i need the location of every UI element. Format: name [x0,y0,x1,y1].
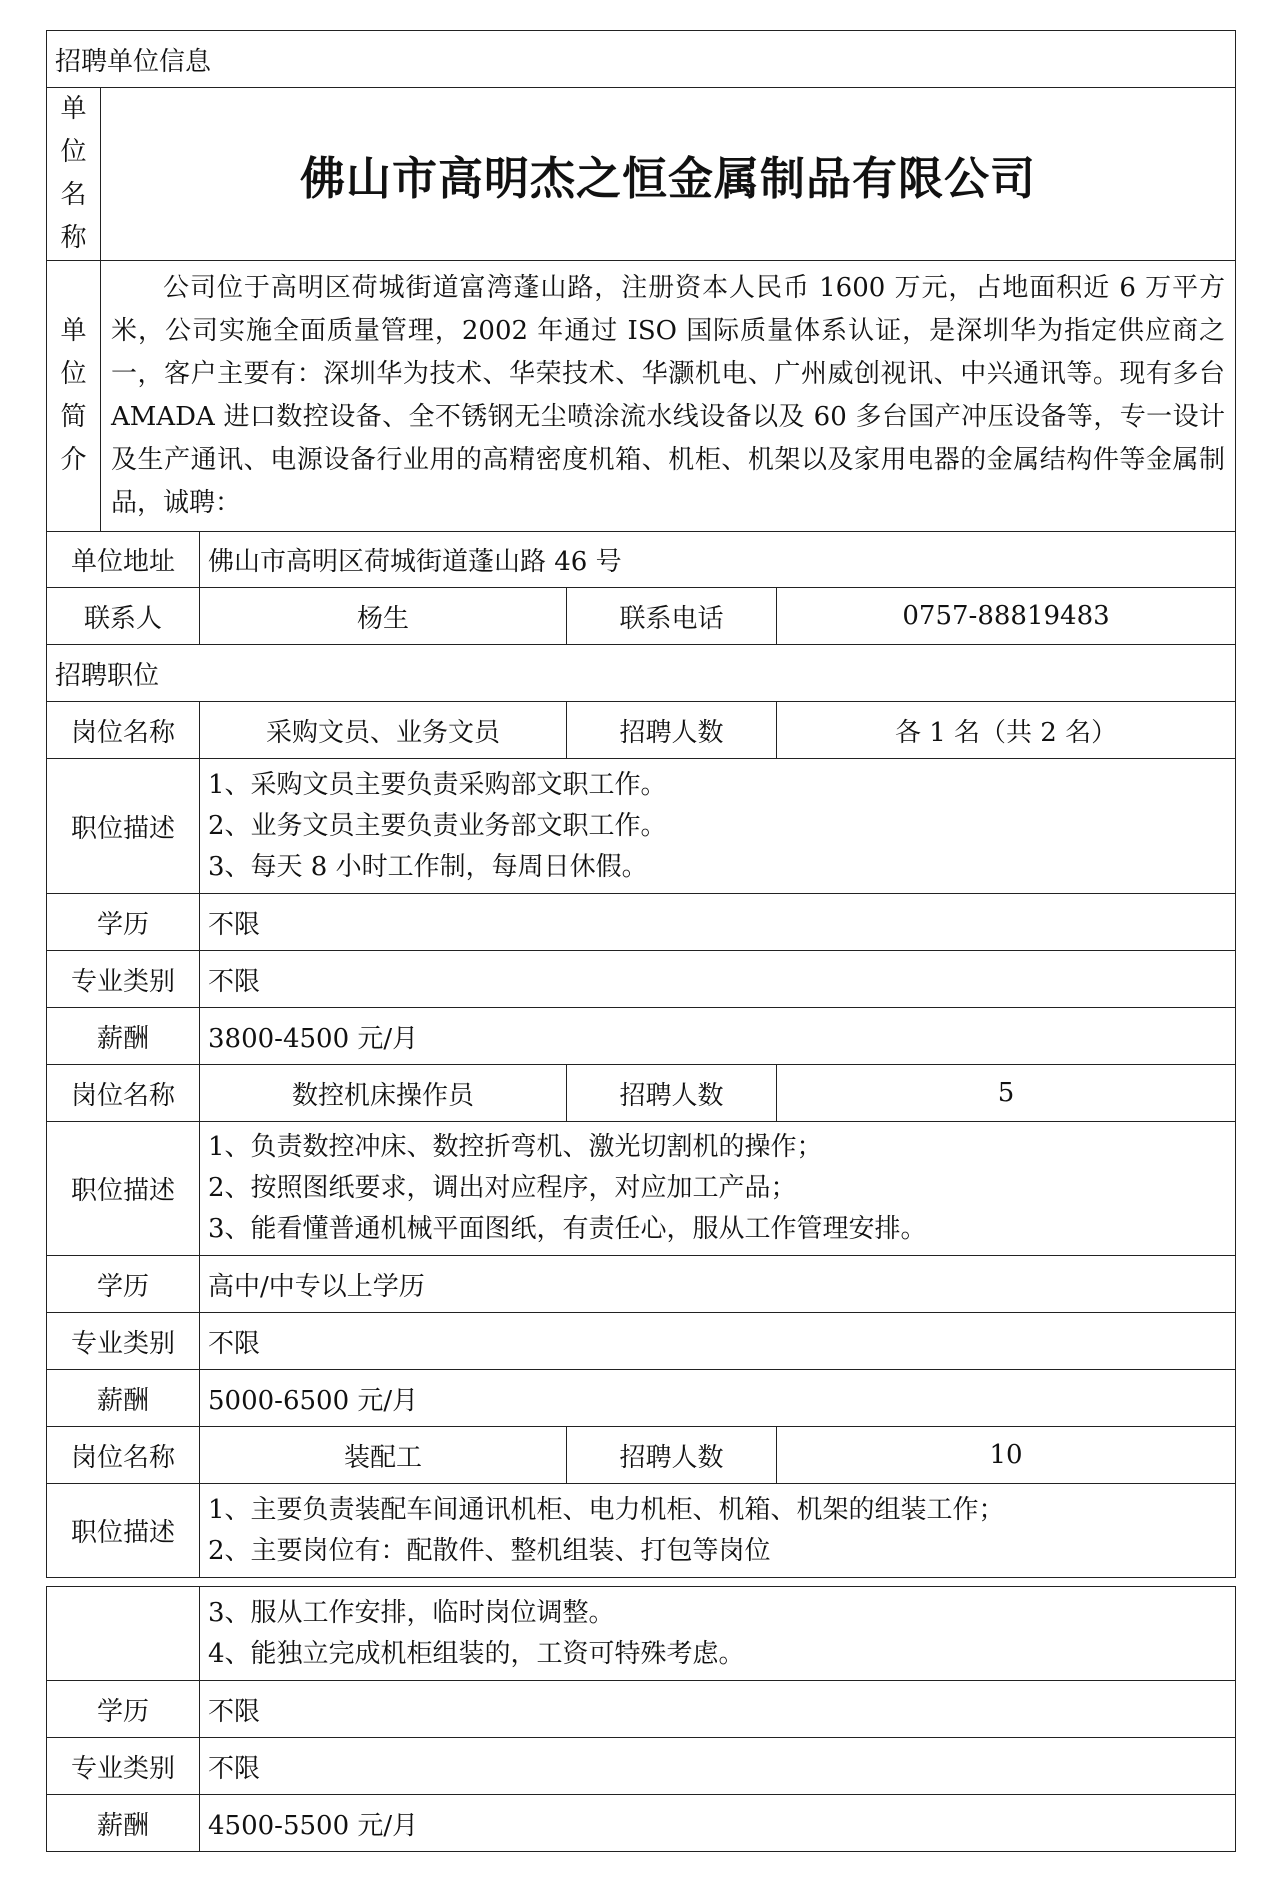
company-name: 佛山市高明杰之恒金属制品有限公司 [101,88,1236,261]
major-value: 不限 [200,951,1236,1008]
section-jobs-title: 招聘职位 [47,645,1236,702]
headcount-value: 10 [777,1427,1236,1484]
contact-label: 联系人 [47,588,200,645]
headcount-label: 招聘人数 [567,702,777,759]
job-name-value: 数控机床操作员 [200,1065,567,1122]
headcount-label: 招聘人数 [567,1427,777,1484]
contact-value: 杨生 [200,588,567,645]
address-label: 单位地址 [47,532,200,588]
job-name-label: 岗位名称 [47,1065,200,1122]
education-label: 学历 [47,894,200,951]
salary-label: 薪酬 [47,1370,200,1427]
job-desc [200,759,1236,894]
salary-label: 薪酬 [47,1008,200,1065]
education-label: 学历 [47,1681,200,1738]
company-name-label: 单 位 名 称 [47,88,101,261]
salary-label: 薪酬 [47,1795,200,1852]
major-value: 不限 [200,1313,1236,1370]
phone-value: 0757-88819483 [777,588,1236,645]
education-value: 不限 [200,1681,1236,1738]
major-label: 专业类别 [47,951,200,1008]
job-desc [200,1484,1236,1578]
headcount-value: 5 [777,1065,1236,1122]
section-company-title: 招聘单位信息 [47,31,1236,88]
headcount-label: 招聘人数 [567,1065,777,1122]
salary-value: 5000-6500 元/月 [200,1370,1236,1427]
company-intro [101,261,1236,532]
job-desc-line: 3、能看懂普通机械平面图纸，有责任心，服从工作管理安排。 [208,1214,927,1244]
job-desc-continued [200,1587,1236,1681]
job-desc-label: 职位描述 [47,759,200,894]
phone-label: 联系电话 [567,588,777,645]
job-desc-line: 4、能独立完成机柜组装的，工资可特殊考虑。 [208,1638,745,1669]
salary-value: 3800-4500 元/月 [200,1008,1236,1065]
recruitment-table [46,30,1236,1578]
job-name-value: 采购文员、业务文员 [200,702,567,759]
education-value: 不限 [200,894,1236,951]
major-value: 不限 [200,1738,1236,1795]
job-name-label: 岗位名称 [47,702,200,759]
job-desc-label-empty [47,1587,200,1681]
company-intro-text: 公司位于高明区荷城街道富湾蓬山路，注册资本人民币 1600 万元，占地面积近 6 万平方米，公司实施全面质量管理，2002 年通过 ISO 国际质量体系认证，是深圳华为指定供应商之一，客户主要有：深圳华为技术、华荣技术、华灏机电、广州威创视讯、中兴通讯等。现有多台 AMADA 进口数控设备、全不锈钢无尘喷涂流水线设备以及 60 多台国产冲压设备等，专一设计及生产通讯、电源设备行业用的高精密度机箱、机柜、机架以及家用电器的金属结构件等金属制品，诚聘： [111,273,1226,518]
company-intro-label: 单 位 简 介 [47,261,101,532]
job-desc-line: 3、服从工作安排，临时岗位调整。 [208,1597,615,1628]
headcount-value: 各 1 名（共 2 名） [777,702,1236,759]
job-desc-line: 1、主要负责装配车间通讯机柜、电力机柜、机箱、机架的组装工作； [208,1494,1005,1525]
salary-value: 4500-5500 元/月 [200,1795,1236,1852]
job-name-label: 岗位名称 [47,1427,200,1484]
job-desc-line: 2、主要岗位有：配散件、整机组装、打包等岗位 [208,1535,771,1566]
job-desc-label: 职位描述 [47,1122,200,1256]
major-label: 专业类别 [47,1313,200,1370]
job-desc [200,1122,1236,1256]
job-desc-line: 2、业务文员主要负责业务部文职工作。 [208,810,667,841]
address-value: 佛山市高明区荷城街道蓬山路 46 号 [200,532,1236,588]
major-label: 专业类别 [47,1738,200,1795]
job-desc-line: 3、每天 8 小时工作制，每周日休假。 [208,851,648,882]
recruitment-table-continued [46,1586,1236,1852]
education-label: 学历 [47,1256,200,1313]
education-value: 高中/中专以上学历 [200,1256,1236,1313]
job-desc-line: 2、按照图纸要求，调出对应程序，对应加工产品； [208,1173,797,1203]
job-desc-line: 1、采购文员主要负责采购部文职工作。 [208,769,667,800]
job-desc-line: 1、负责数控冲床、数控折弯机、激光切割机的操作； [208,1132,823,1162]
job-desc-label: 职位描述 [47,1484,200,1578]
job-name-value: 装配工 [200,1427,567,1484]
